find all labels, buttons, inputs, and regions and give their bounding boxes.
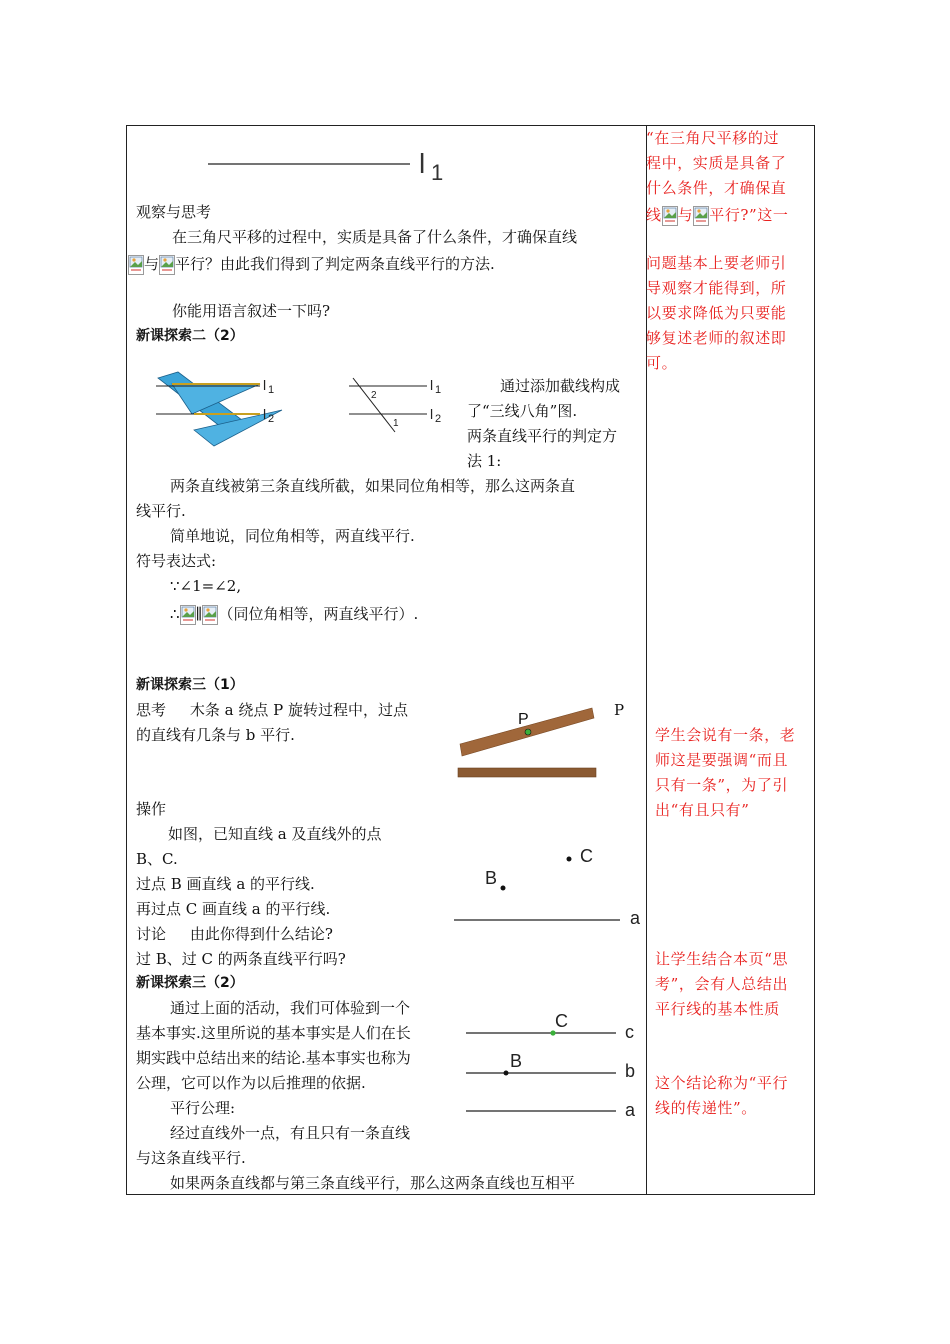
top-line-figure [200, 140, 460, 190]
sec3-think-2: 的直线有几条与 b 平行. [136, 726, 295, 744]
par-b-point-label: B [510, 1051, 523, 1071]
ruler-l2: l [263, 406, 267, 422]
three-parallel-figure [462, 1005, 642, 1120]
line-a-label: a [630, 908, 641, 928]
sec4-p-2: 基本事实.这里所说的基本事实是人们在长 [136, 1024, 411, 1042]
sec3-think-1: 思考 木条 a 绕点 P 旋转过程中，过点 [136, 701, 408, 719]
broken-image-icon [662, 206, 678, 226]
par-line-c-label: c [625, 1022, 634, 1042]
sec4-last: 如果两条直线都与第三条直线平行，那么这两条直线也互相平 [170, 1174, 576, 1192]
sec3-op-2: B、C. [136, 850, 178, 868]
broken-image-icon [202, 605, 218, 625]
section-title-3-1: 新课探索三（1） [136, 677, 244, 693]
sec4-axiom-1: 经过直线外一点，有且只有一条直线 [170, 1124, 411, 1142]
angle-2-label: 2 [371, 390, 377, 401]
observe-heading: 观察与思考 [136, 203, 212, 221]
observe-p1-line1: 在三角尺平移的过程中，实质是具备了什么条件，才确保直线 [172, 228, 578, 246]
section-title-3-2: 新课探索三（2） [136, 975, 244, 991]
svg-text:2: 2 [268, 413, 275, 425]
section-title-2-2: 新课探索二（2） [136, 328, 244, 344]
angle-1-label: 1 [393, 418, 399, 429]
par-c-point-label: C [555, 1011, 568, 1031]
wood-sticks-figure [452, 700, 602, 785]
sec3-op-1: 如图，已知直线 a 及直线外的点 [168, 825, 382, 843]
wood-p-label: P [518, 711, 529, 728]
par-line-b-label: b [625, 1061, 636, 1081]
sec2-sym-title: 符号表达式: [136, 552, 217, 570]
sec2-side-3: 两条直线平行的判定方 [467, 427, 618, 445]
sec2-because: ∵∠1=∠2, [170, 577, 242, 595]
transversal-l1: l [430, 377, 434, 393]
sec2-rule-1: 两条直线被第三条直线所截，如果同位角相等，那么这两条直 [170, 477, 576, 495]
top-line-sub: 1 [431, 160, 444, 185]
observe-p2: 你能用语言叙述一下吗? [172, 302, 331, 320]
triangle-ruler-figure [152, 370, 292, 450]
sec3-p-right: P [614, 701, 625, 719]
transversal-l2: l [430, 406, 434, 422]
sec2-short: 简单地说，同位角相等，两直线平行. [170, 527, 415, 545]
sec2-side-4: 法 1: [467, 452, 502, 470]
sec4-p-4: 公理，它可以作为以后推理的依据. [136, 1074, 366, 1092]
broken-image-icon [180, 605, 196, 625]
observe-p1-line2: 与 平行？由此我们得到了判定两条直线平行的方法. [128, 252, 495, 277]
svg-text:1: 1 [268, 384, 275, 396]
sec4-axiom-title: 平行公理: [170, 1099, 236, 1117]
sec3-op-3: 过点 B 画直线 a 的平行线. [136, 875, 315, 893]
sec4-p-3: 期实践中总结出来的结论.基本事实也称为 [136, 1049, 411, 1067]
sec2-side-1: 通过添加截线构成 [500, 377, 621, 395]
broken-image-icon [128, 255, 144, 275]
ruler-l1: l [263, 377, 267, 393]
sec3-op-label: 操作 [136, 800, 167, 818]
sec3-disc-2: 过 B、过 C 的两条直线平行吗? [136, 950, 346, 968]
sec2-rule-2: 线平行. [136, 502, 186, 520]
transversal-figure [345, 370, 455, 440]
point-b-label: B [485, 868, 498, 888]
points-line-figure [450, 840, 650, 935]
par-line-a-label: a [625, 1100, 636, 1120]
top-line-label: l [419, 148, 426, 179]
point-c-label: C [580, 846, 593, 866]
sec3-disc-1: 讨论 由此你得到什么结论? [136, 925, 333, 943]
sec2-therefore: ∴ ∥ （同位角相等，两直线平行）. [170, 605, 419, 623]
sec3-op-4: 再过点 C 画直线 a 的平行线. [136, 900, 331, 918]
broken-image-icon [159, 255, 175, 275]
svg-text:2: 2 [435, 413, 442, 425]
broken-image-icon [693, 206, 709, 226]
sec4-p-1: 通过上面的活动，我们可体验到一个 [170, 999, 411, 1017]
sec4-axiom-2: 与这条直线平行. [136, 1149, 246, 1167]
svg-text:1: 1 [435, 384, 442, 396]
sec2-side-2: 了“三线八角”图. [467, 402, 578, 420]
